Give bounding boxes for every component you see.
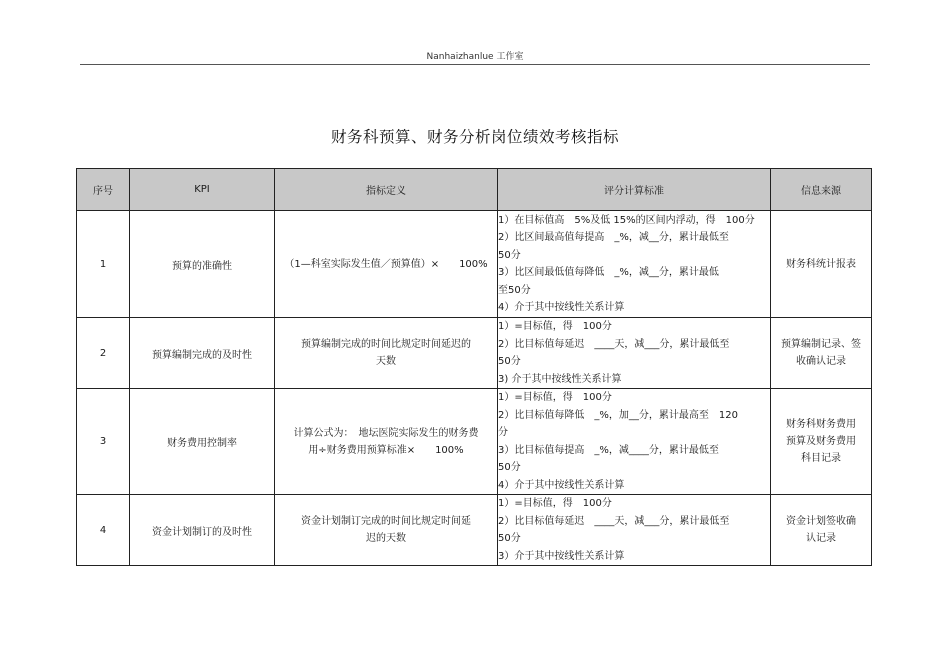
- table-header-row: [77, 169, 872, 211]
- criteria-line: 3）比区间最低值每降低 _%，减__分，累计最低: [498, 267, 719, 278]
- kpi-definition: [275, 211, 498, 318]
- criteria-line: 50分: [498, 249, 521, 261]
- info-source: [771, 211, 872, 318]
- kpi-table: [76, 168, 872, 566]
- kpi-name: 预算的准确性: [130, 211, 275, 318]
- definition-line: 用÷财务费用预算标准× 100%: [308, 444, 464, 456]
- row-number: 3: [77, 389, 130, 495]
- criteria-line: 2）比目标值每延迟 ____天，减___分，累计最低至: [498, 515, 730, 527]
- source-line: 财务科统计报表: [786, 258, 856, 270]
- definition-line: 迟的天数: [366, 533, 406, 544]
- column-header-no: 序号: [77, 169, 130, 211]
- criteria-line: 4）介于其中按线性关系计算: [498, 479, 625, 491]
- info-source: [771, 389, 872, 495]
- row-number: 4: [77, 495, 130, 566]
- kpi-name: 预算编制完成的及时性: [130, 318, 275, 389]
- kpi-name: 财务费用控制率: [130, 389, 275, 495]
- table-row: [77, 211, 872, 318]
- definition-line: （1—科室实际发生值／预算值）× 100%: [284, 258, 488, 270]
- definition-line: 预算编制完成的时间比规定时间延迟的: [301, 339, 471, 350]
- criteria-line: 分: [498, 427, 508, 438]
- page-header: Nanhaizhanlue 工作室: [426, 52, 524, 62]
- definition-line: 计算公式为： 地坛医院实际发生的财务费: [293, 427, 479, 439]
- table-row: [77, 389, 872, 495]
- header-divider: [80, 64, 870, 65]
- criteria-line: 2）比目标值每延迟 ____天，减___分，累计最低至: [498, 338, 730, 350]
- scoring-criteria: [498, 495, 771, 566]
- scoring-criteria: [498, 389, 771, 495]
- kpi-name: 资金计划制订的及时性: [130, 495, 275, 566]
- source-line: 收确认记录: [796, 356, 846, 367]
- kpi-definition: [275, 389, 498, 495]
- criteria-line: 1）=目标值，得 100分: [498, 321, 612, 332]
- info-source: [771, 495, 872, 566]
- criteria-line: 3）比目标值每提高 _%，减____分，累计最低至: [498, 444, 719, 456]
- table-row: [77, 495, 872, 566]
- table-row: [77, 318, 872, 389]
- definition-line: 资金计划制订完成的时间比规定时间延: [301, 516, 471, 527]
- column-header-kpi: KPI: [130, 169, 275, 211]
- column-header-definition: 指标定义: [275, 169, 498, 211]
- criteria-line: 2）比目标值每降低 _%，加__分，累计最高至 120: [498, 409, 738, 421]
- info-source: [771, 318, 872, 389]
- criteria-line: 50分: [498, 356, 521, 367]
- criteria-line: 1）在目标值高 5%及低 15%的区间内浮动，得 100分: [498, 214, 755, 226]
- definition-line: 天数: [376, 356, 396, 367]
- row-number: 1: [77, 211, 130, 318]
- scoring-criteria: [498, 211, 771, 318]
- criteria-line: 至50分: [498, 284, 531, 296]
- source-line: 预算及财务费用: [786, 436, 856, 447]
- row-number: 2: [77, 318, 130, 389]
- scoring-criteria: [498, 318, 771, 389]
- criteria-line: 4）介于其中按线性关系计算: [498, 302, 625, 313]
- criteria-line: 1）=目标值，得 100分: [498, 498, 612, 509]
- source-line: 预算编制记录、签: [781, 339, 861, 350]
- source-line: 财务科财务费用: [786, 419, 856, 430]
- criteria-line: 50分: [498, 533, 521, 544]
- source-line: 资金计划签收确: [786, 516, 856, 527]
- kpi-definition: [275, 495, 498, 566]
- criteria-line: 3) 介于其中按线性关系计算: [498, 373, 622, 385]
- criteria-line: 2）比区间最高值每提高 _%，减__分，累计最低至: [498, 232, 729, 243]
- column-header-criteria: 评分计算标准: [498, 169, 771, 211]
- source-line: 科目记录: [801, 453, 841, 464]
- criteria-line: 3）介于其中按线性关系计算: [498, 550, 625, 562]
- criteria-line: 50分: [498, 462, 521, 473]
- criteria-line: 1）=目标值，得 100分: [498, 392, 612, 403]
- document-title: 财务科预算、财务分析岗位绩效考核指标: [330, 128, 619, 146]
- kpi-definition: [275, 318, 498, 389]
- source-line: 认记录: [806, 533, 836, 544]
- column-header-source: 信息来源: [771, 169, 872, 211]
